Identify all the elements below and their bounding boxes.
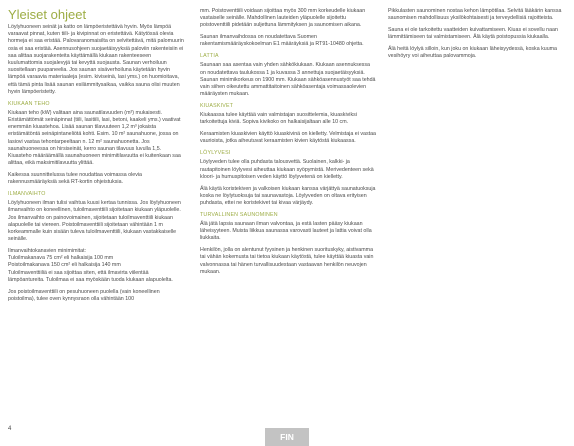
paragraph: Jos poistoilmaventtiili on pesuhuoneen puolella (vain koneellinen poistoilma), tulee oven kynnysraon olla vähintään 100 <box>8 288 160 302</box>
paragraph: Saunan ilmanvaihdossa on noudatettava Suomen rakentamismääräyskokoelman E1 määräyksiä ja RT91-10480 ohjetta. <box>200 34 364 48</box>
paragraph: Saunaan saa asentaa vain yhden sähkökiukaan. Kiukaan asennuksessa on noudatettava taulukossa 1 ja kuvassa 3 annettuja suojaetäisyyksiä. Saunan minimikorkeus on 1900 mm. Kiukaan sähköasennustyöt saa tehdä vain siihen oikeutettu ammattitaitoinen sähköasentaja voimassaolevien määräysten mukaan. <box>200 62 376 98</box>
paragraph: Henkilön, jolla on alentunut fyysinen ja henkinen suorituskyky, aistivamma tai vähän kokemusta tai tietoa kiukaan käytöstä, tulee käyttää kiuasta vain valvonnassa tai hänen turvallisuudestaan vastaavan henkilön neuvojen mukaan. <box>200 247 374 275</box>
section-heading-stones: KIUASKIVET <box>200 103 234 110</box>
page-title: Yleiset ohjeet <box>8 7 87 22</box>
paragraph: Löylyveden tulee olla puhdasta talousvettä. Suolainen, kalkki- ja rautapitoinen löylyvesi aiheuttaa kiukaan syöpymistä. Merivedenteen sekä kloori- ja humuspitoisen veden käyttö löylyvetenä on kielletty. <box>200 159 374 180</box>
paragraph: Löylyhuoneen ilman tulisi vaihtua kuusi kertaa tunnissa. Jos löylyhuoneen ilmanvaihto on koneellinen, tuloilmaventtiili sijoitetaan kiukaan yläpuolelle. Jos ilmanvaihto on painovoimainen, sijoitetaan tuloilmaventtiili kiukaan alapuolelle tai viereen. Poistoilmaventtiili sijoitetaan vähintään 1 m korkeammalle kuin sisään tuleva tuloilmaventtiili, kiukaan vastakkaiselle seinälle. <box>8 200 181 243</box>
section-heading-steam-water: LÖYLYVESI <box>200 150 231 157</box>
section-heading-floor: LATTIA <box>200 53 219 60</box>
paragraph: Kiukaan teho (kW) valitaan aina saunatilavuuden (m³) mukaisesti. Eristämättömät seinäpinnat (tiili, lasitiili, lasi, betoni, kaakeli yms.) vaativat enemmän kiuastehoa. Lisää saunan tilavuuteen 1,2 m³ jokaista eristämätöntä seinäpintaneliötä kohti. Esim. 10 m² saunahuone, jossa on lasiovi vastaa tehontarpeeltaan n. 12 m² saunahuonetta. Jos saunahuoneessa on hirsiseinät, kerro saunan tilavuus luvulla 1,5. Kiuasteho määräämällä saunahuoneen minimitilavuutta ei kuitenkaan saa alittaa, eikä maksimitilavuutta ylittää. <box>8 109 181 167</box>
column-middle <box>200 8 376 281</box>
column-left <box>8 8 186 308</box>
section-heading-power: KIUKAAN TEHO <box>8 100 50 107</box>
section-heading-ventilation: ILMANVAIHTO <box>8 191 46 198</box>
paragraph: Tuloilmakanava 75 cm² eli halkaisija 100 mm <box>8 255 114 262</box>
paragraph: Kiukaassa tulee käyttää vain valmistajan suosittelemia, kiuaskiviksi tarkoitettuja kiviä. Sopiva kivikoko on halkaisijaltaan alle 10 cm. <box>200 112 357 126</box>
paragraph: Ilmanvaihtokanavien minimimitat: <box>8 248 87 255</box>
language-badge: FIN <box>265 428 309 446</box>
paragraph: Sauna ei ole tarkoitettu vaatteiden kuivattamiseen. Kiuas ei sovellu naan lämmittämiseen tai valmistamiseen. Älä käytä poistopussia kiukaalla. <box>388 27 558 41</box>
paragraph: mm. Poistoventtiili voidaan sijoittaa myös 300 mm korkeudelle kiukaan vastaiselle seinälle. Mahdollinen lauteiden yläpuolelle sijoitettu poistoventtiili pidetään suljettuna lämmityksen ja saunomisen aikana. <box>200 8 366 29</box>
paragraph: Kaikessa suunnittelussa tulee noudattaa voimassa olevia rakennusmääräyksiä sekä RT-kortin ohjeistuksia. <box>8 172 142 186</box>
paragraph: Keraamisten kiuaskivien käyttö kiuaskivinä on kielletty. Velmistaja ei vastaa vaurioista, jotka aiheutuvat keraamisten kivien käytöstä kiukaassa. <box>200 131 376 145</box>
paragraph: Älä heitä löylyä silloin, kun joku on kiukaan läheisyydessä, koska kuuma vesihöyry voi aiheuttaa palovammoja. <box>388 46 558 60</box>
paragraph: Älä jätä lapsia saunaan ilman valvontaa, ja estä lasten pääsy kiukaan läheisyyteen. Muista liikkua saunassa varovasti lauteet ja lattia voivat olla liukkaita. <box>200 221 372 242</box>
page-number: 4 <box>8 426 12 432</box>
section-heading-safety: TURVALLINEN SAUNOMINEN <box>200 211 278 218</box>
paragraph: Pikkulasten saunominen nostaa kehon lämpötilaa. Selvitä lääkärin kanssa saunomisen mahdollisuus yksilökohtaisesti ja terveydellisiä rajoitteista. <box>388 8 562 22</box>
paragraph: Poistoilmakanava 150 cm² eli halkaisija 140 mm <box>8 262 121 269</box>
paragraph: Tuloilmaventtiiliä ei saa sijoittaa siten, että ilmavirta viilentää lämpöantureita. Tuloilmaa ei saa myöskään tuoda kiukaan alapuolelta. <box>8 269 173 283</box>
paragraph: Älä käytä koristekiven ja valkoisen kiukaan kanssa värjättyä saunatuoksuja koska ne löylytuoksuja tai saunavastoja. Löylyveden on oltava erityisen puhdasta, ettei ne koristekivet tai kivaa värjäydy. <box>200 185 376 207</box>
column-right <box>388 8 566 65</box>
paragraph: Löylyhuoneen seinät ja katto on lämpöeristettävä hyvin. Myös lämpöä varaavat pinnat, kuten tiili- ja kivipinnat on eristettävä. Kätytössä olevia hormeja ei saa eristää. Palovaranomaisilta on selvitettävä, mitä palomuurin osia ei saa eristää. Asennusohjeen suojaetäisyyksiä paloviin rakenteisiin ei saa alittaa suojarakenteita käyttämällä kiukaan rakenteeseen kuulumattomia suojalevyjä tai kevyttä suojausta. Saunan verhoiluun suositellaan puupaneelia. Jos saunan sisäverhoiluna käytetään hyvin lämpöä varaavia materiaaleja (esim. kiviseinä, lasi yms.) on huomioitava, että tämä pinta lisää saunan esilämmitysaikaa, vaikka sauna olisi muuten hyvin lämpöeristetty. <box>8 24 184 95</box>
